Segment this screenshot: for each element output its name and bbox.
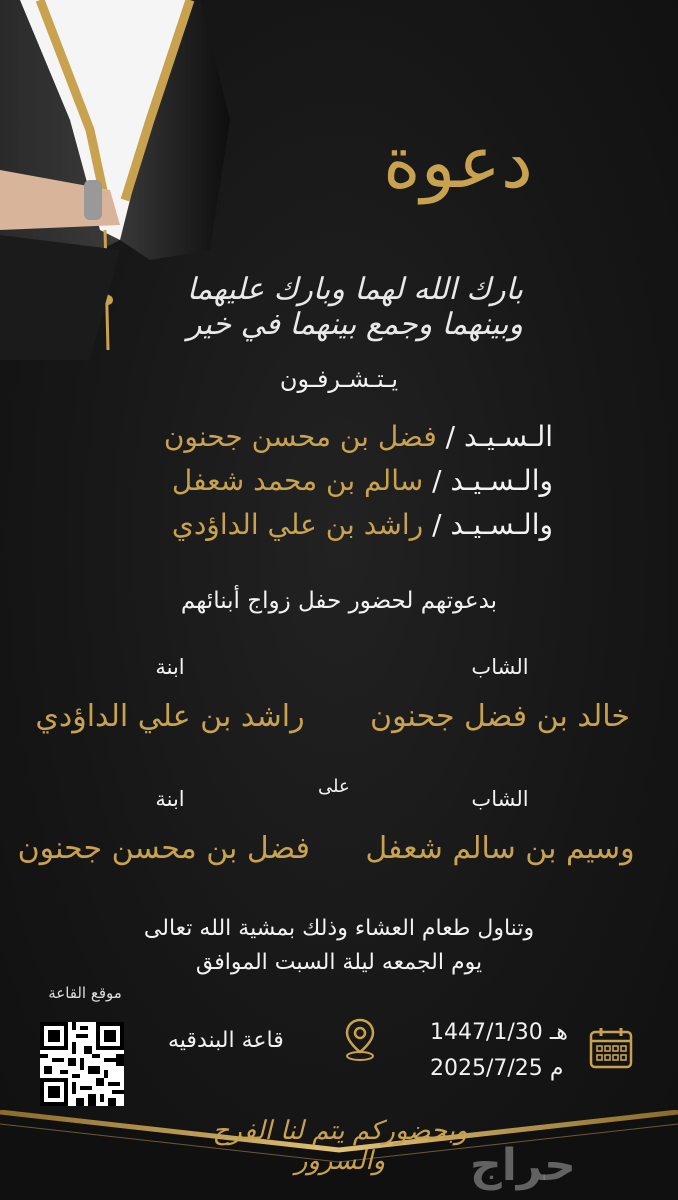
blessing-calligraphy: بارك الله لهما وبارك عليهما وبينهما وجمع بينهما في خير [186, 272, 524, 342]
location-pin-icon [340, 1016, 380, 1064]
host-name: فضل بن محسن جحنون [163, 420, 437, 453]
hijri-date: 1447/1/30 [430, 1020, 543, 1045]
event-dates [422, 1015, 582, 1087]
haraj-watermark: حراج [470, 1140, 576, 1191]
venue-location-label: موقع القاعة [48, 984, 122, 1002]
hijri-date-row [422, 1015, 582, 1051]
host-prefix: الـسـيـد / [436, 420, 553, 453]
groom-name: خالد بن فضل جحنون [370, 699, 630, 734]
closing-line-1: وتناول طعام العشاء وذلك بمشية الله تعالى [143, 916, 535, 941]
groom-block [360, 787, 640, 866]
bride-block [30, 655, 310, 734]
groom-name: وسيم بن سالم شعفل [365, 831, 635, 866]
host-name: راشد بن علي الداؤدي [171, 508, 424, 541]
host-name: سالم بن محمد شعفل [171, 464, 424, 497]
gregorian-suffix: م [549, 1056, 564, 1081]
closing-line-2: يوم الجمعه ليلة السبت الموافق [195, 950, 483, 975]
groom-role: الشاب [471, 787, 529, 811]
footer-calligraphy: وبحضوركم يتم لنا الفرح والسرور [212, 1116, 468, 1176]
venue-name: قاعة البندقيه [168, 1028, 284, 1053]
hijri-suffix: هـ [549, 1020, 568, 1045]
host-prefix: والـسـيـد / [423, 464, 553, 497]
bride-name: فضل بن محسن جحنون [17, 831, 310, 866]
bride-role: ابنة [155, 787, 185, 811]
bride-role: ابنة [155, 655, 185, 679]
host-row [113, 459, 553, 503]
groom-block [360, 655, 640, 734]
gregorian-date-row [422, 1051, 582, 1087]
gregorian-date: 2025/7/25 [430, 1056, 543, 1081]
hosts-list [113, 415, 553, 547]
invitation-title: دعوة [383, 120, 533, 204]
invitation-intro: بدعوتهم لحضور حفل زواج أبنائهم [180, 588, 498, 614]
connector-word: على [318, 776, 350, 797]
host-row [113, 415, 553, 459]
venue-qr-code[interactable] [40, 1022, 124, 1106]
closing-text [0, 912, 678, 980]
bride-block [17, 787, 310, 866]
calendar-icon [588, 1026, 634, 1070]
host-row [113, 503, 553, 547]
bride-name: راشد بن علي الداؤدي [35, 699, 305, 734]
invite-lead: يـتـشـرفـون [279, 365, 399, 393]
groom-role: الشاب [471, 655, 529, 679]
host-prefix: والـسـيـد / [423, 508, 553, 541]
